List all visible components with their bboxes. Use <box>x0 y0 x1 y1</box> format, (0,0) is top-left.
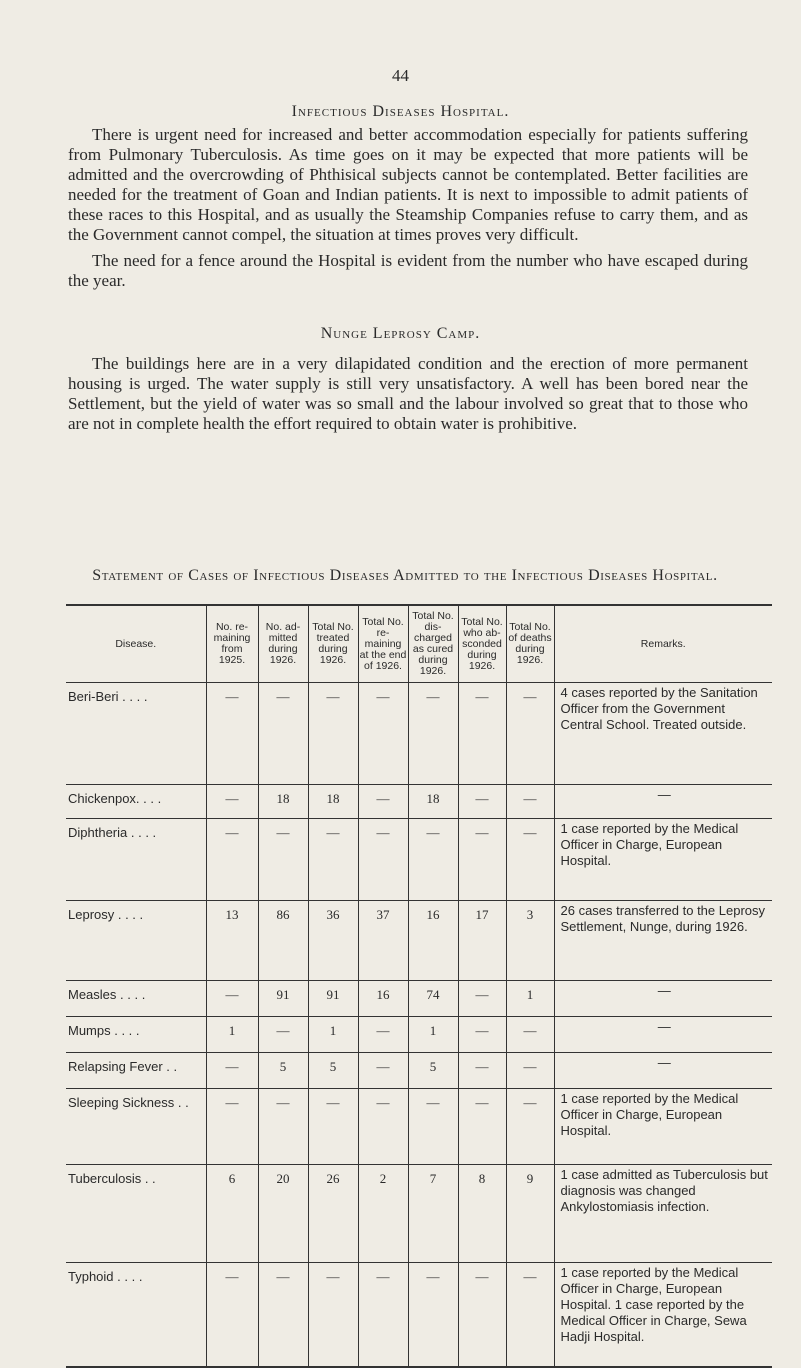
remarks-cell: 1 case reported by the Medical Officer in Charge, European Hospital. <box>554 819 772 901</box>
value-cell: 6 <box>206 1165 258 1263</box>
value-cell: 1 <box>408 1017 458 1053</box>
remarks-cell: 1 case reported by the Medical Officer in Charge, European Hospital. 1 case reported by the Medical Officer in Charge, Sewa Hadji Hospital. <box>554 1263 772 1367</box>
value-cell: — <box>458 1017 506 1053</box>
value-cell: — <box>408 819 458 901</box>
value-cell: 5 <box>408 1053 458 1089</box>
disease-cell: Measles . . . . <box>66 981 206 1017</box>
hospital-paragraph-2: The need for a fence around the Hospital is evident from the number who have escaped during the year. <box>68 251 748 290</box>
value-cell: 1 <box>506 981 554 1017</box>
value-cell: 91 <box>308 981 358 1017</box>
header-remaining-1925: No. re-maining from 1925. <box>206 605 258 683</box>
table-row <box>66 1053 772 1089</box>
value-cell: — <box>458 981 506 1017</box>
value-cell: 26 <box>308 1165 358 1263</box>
value-cell: — <box>458 683 506 785</box>
header-absconded: Total No. who ab-sconded during 1926. <box>458 605 506 683</box>
remarks-cell: 1 case admitted as Tuberculosis but diagnosis was changed Ankylostomiasis infection. <box>554 1165 772 1263</box>
value-cell: 18 <box>308 785 358 819</box>
value-cell: — <box>258 683 308 785</box>
remarks-cell: — <box>554 1053 772 1089</box>
disease-cell: Mumps . . . . <box>66 1017 206 1053</box>
table-row <box>66 819 772 901</box>
value-cell: — <box>408 1089 458 1165</box>
hospital-paragraph-1: There is urgent need for increased and better accommodation especially for patients suffering from Pulmonary Tuberculosis. As time goes on it may be expected that more patients will be admitted and the overcrowding of Phthisical subjects cannot be contemplated. Better facilities are needed for the treatment of Goan and Indian patients. It is next to impossible to admit patients of these races to this Hospital, and as usually the Steamship Companies refuse to carry them, and as the Government cannot compel, the situation at times proves very difficult. <box>68 125 748 244</box>
table-row <box>66 1263 772 1367</box>
table-row <box>66 1017 772 1053</box>
value-cell: — <box>358 1263 408 1367</box>
value-cell: — <box>408 1263 458 1367</box>
value-cell: 36 <box>308 901 358 981</box>
value-cell: 3 <box>506 901 554 981</box>
value-cell: — <box>358 683 408 785</box>
header-treated: Total No. treated during 1926. <box>308 605 358 683</box>
leprosy-paragraph: The buildings here are in a very dilapidated condition and the erection of more permanent housing is urged. The water supply is still very unsatisfactory. A well has been bored near the Settlement, but the yield of water was so small and the labour involved so great that to those who are not in complete health the effort required to obtain water is prohibitive. <box>68 354 748 433</box>
header-remaining-end: Total No. re-maining at the end of 1926. <box>358 605 408 683</box>
hospital-heading: Infectious Diseases Hospital. <box>291 103 510 120</box>
value-cell: — <box>308 683 358 785</box>
value-cell: 37 <box>358 901 408 981</box>
value-cell: 17 <box>458 901 506 981</box>
disease-cell: Beri-Beri . . . . <box>66 683 206 785</box>
value-cell: 91 <box>258 981 308 1017</box>
header-deaths: Total No. of deaths during 1926. <box>506 605 554 683</box>
value-cell: — <box>458 1089 506 1165</box>
disease-cell: Relapsing Fever . . <box>66 1053 206 1089</box>
value-cell: — <box>358 1053 408 1089</box>
remarks-cell: — <box>554 981 772 1017</box>
value-cell: 74 <box>408 981 458 1017</box>
value-cell: — <box>506 1089 554 1165</box>
value-cell: — <box>408 683 458 785</box>
header-disease: Disease. <box>66 605 206 683</box>
value-cell: 1 <box>206 1017 258 1053</box>
table-header-row <box>66 605 772 683</box>
value-cell: — <box>506 1017 554 1053</box>
value-cell: — <box>506 1263 554 1367</box>
value-cell: — <box>358 819 408 901</box>
value-cell: 5 <box>308 1053 358 1089</box>
value-cell: 18 <box>258 785 308 819</box>
value-cell: 8 <box>458 1165 506 1263</box>
value-cell: — <box>506 683 554 785</box>
remarks-cell: 4 cases reported by the Sanitation Officer from the Government Central School. Treated outside. <box>554 683 772 785</box>
remarks-cell: 26 cases transferred to the Leprosy Settlement, Nunge, during 1926. <box>554 901 772 981</box>
value-cell: — <box>258 819 308 901</box>
header-discharged: Total No. dis-charged as cured during 1926. <box>408 605 458 683</box>
value-cell: — <box>206 1263 258 1367</box>
remarks-cell: — <box>554 1017 772 1053</box>
value-cell: — <box>358 785 408 819</box>
value-cell: — <box>458 1053 506 1089</box>
table-row <box>66 785 772 819</box>
value-cell: — <box>358 1017 408 1053</box>
value-cell: 1 <box>308 1017 358 1053</box>
header-admitted: No. ad-mitted during 1926. <box>258 605 308 683</box>
value-cell: — <box>206 981 258 1017</box>
cases-table <box>66 604 772 1368</box>
table-row <box>66 683 772 785</box>
value-cell: — <box>506 785 554 819</box>
value-cell: — <box>308 1089 358 1165</box>
value-cell: — <box>206 1053 258 1089</box>
value-cell: 9 <box>506 1165 554 1263</box>
value-cell: — <box>308 819 358 901</box>
value-cell: — <box>308 1263 358 1367</box>
value-cell: 2 <box>358 1165 408 1263</box>
value-cell: — <box>258 1017 308 1053</box>
value-cell: 5 <box>258 1053 308 1089</box>
disease-cell: Chickenpox. . . . <box>66 785 206 819</box>
value-cell: 7 <box>408 1165 458 1263</box>
value-cell: — <box>258 1089 308 1165</box>
disease-cell: Typhoid . . . . <box>66 1263 206 1367</box>
value-cell: 86 <box>258 901 308 981</box>
value-cell: — <box>206 785 258 819</box>
value-cell: 16 <box>358 981 408 1017</box>
value-cell: — <box>458 785 506 819</box>
remarks-cell: 1 case reported by the Medical Officer in Charge, European Hospital. <box>554 1089 772 1165</box>
table-row <box>66 981 772 1017</box>
value-cell: — <box>458 819 506 901</box>
value-cell: 20 <box>258 1165 308 1263</box>
value-cell: — <box>506 819 554 901</box>
value-cell: 18 <box>408 785 458 819</box>
table-row <box>66 1089 772 1165</box>
statement-title: Statement of Cases of Infectious Diseases Admitted to the Infectious Diseases Hospital. <box>92 567 718 584</box>
page-number: 44 <box>392 66 409 85</box>
value-cell: — <box>206 819 258 901</box>
value-cell: 13 <box>206 901 258 981</box>
value-cell: — <box>506 1053 554 1089</box>
disease-cell: Tuberculosis . . <box>66 1165 206 1263</box>
disease-cell: Diphtheria . . . . <box>66 819 206 901</box>
value-cell: — <box>258 1263 308 1367</box>
leprosy-heading: Nunge Leprosy Camp. <box>320 325 481 342</box>
remarks-cell: — <box>554 785 772 819</box>
value-cell: — <box>358 1089 408 1165</box>
disease-cell: Sleeping Sickness . . <box>66 1089 206 1165</box>
disease-cell: Leprosy . . . . <box>66 901 206 981</box>
table-row <box>66 1165 772 1263</box>
value-cell: — <box>206 1089 258 1165</box>
value-cell: 16 <box>408 901 458 981</box>
value-cell: — <box>206 683 258 785</box>
value-cell: — <box>458 1263 506 1367</box>
table-row <box>66 901 772 981</box>
header-remarks: Remarks. <box>554 605 772 683</box>
